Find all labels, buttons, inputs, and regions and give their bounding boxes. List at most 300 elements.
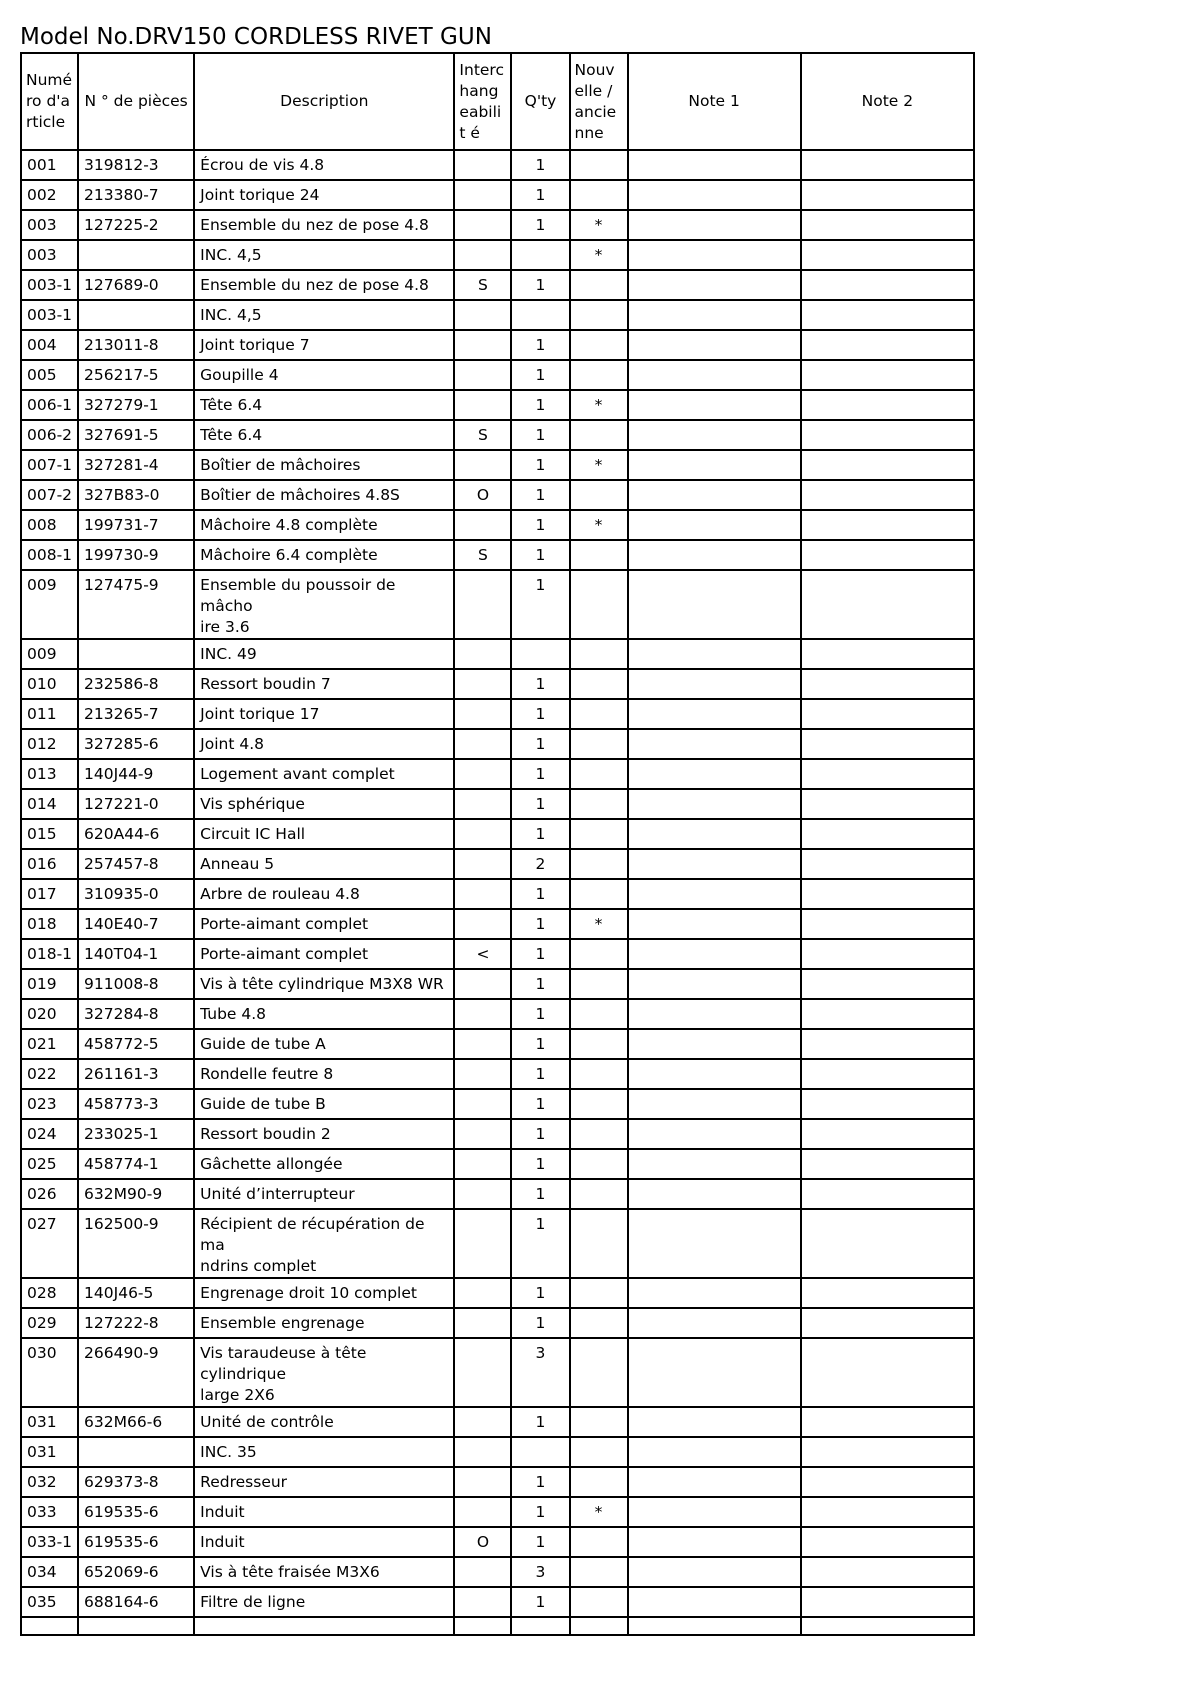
cell-note-1 (628, 1308, 801, 1338)
parts-table-container (20, 52, 975, 1683)
cell-note-1 (628, 1407, 801, 1437)
cell-item-no: 014 (21, 789, 78, 819)
cell-new-old (570, 849, 628, 879)
cell-part-no (78, 1437, 194, 1467)
cell-interchangeability (454, 1437, 511, 1467)
table-row (21, 1497, 974, 1527)
header-qty: Q'ty (511, 53, 569, 150)
cell-part-no: 140J44-9 (78, 759, 194, 789)
table-row (21, 1029, 974, 1059)
cell-interchangeability (454, 1308, 511, 1338)
cell-interchangeability (454, 180, 511, 210)
cell-note-1 (628, 1527, 801, 1557)
cell-note-1 (628, 1467, 801, 1497)
cell-interchangeability (454, 849, 511, 879)
table-row (21, 300, 974, 330)
cell-note-1 (628, 759, 801, 789)
empty-cell (628, 1617, 801, 1635)
cell-new-old (570, 540, 628, 570)
cell-part-no: 327285-6 (78, 729, 194, 759)
cell-note-1 (628, 1119, 801, 1149)
cell-qty: 1 (511, 879, 569, 909)
cell-interchangeability (454, 330, 511, 360)
cell-qty: 1 (511, 999, 569, 1029)
cell-item-no: 013 (21, 759, 78, 789)
cell-note-2 (801, 270, 974, 300)
cell-part-no: 140E40-7 (78, 909, 194, 939)
cell-new-old (570, 699, 628, 729)
cell-part-no: 327691-5 (78, 420, 194, 450)
cell-interchangeability (454, 150, 511, 180)
cell-part-no (78, 300, 194, 330)
cell-note-1 (628, 1089, 801, 1119)
cell-note-2 (801, 1587, 974, 1617)
empty-cell (21, 1617, 78, 1635)
cell-note-1 (628, 570, 801, 639)
cell-note-2 (801, 909, 974, 939)
empty-cell (570, 1617, 628, 1635)
cell-description: Vis à tête cylindrique M3X8 WR (194, 969, 454, 999)
cell-part-no: 619535-6 (78, 1497, 194, 1527)
table-row (21, 420, 974, 450)
cell-note-1 (628, 270, 801, 300)
cell-interchangeability (454, 210, 511, 240)
cell-description: Vis taraudeuse à tête cylindrique large 2X6 (194, 1338, 454, 1407)
cell-item-no: 003-1 (21, 270, 78, 300)
cell-description: Rondelle feutre 8 (194, 1059, 454, 1089)
cell-new-old (570, 639, 628, 669)
cell-qty: 1 (511, 1527, 569, 1557)
cell-note-2 (801, 300, 974, 330)
cell-new-old (570, 1179, 628, 1209)
cell-note-1 (628, 1059, 801, 1089)
cell-qty: 1 (511, 1209, 569, 1278)
cell-note-2 (801, 669, 974, 699)
cell-description: Logement avant complet (194, 759, 454, 789)
cell-note-1 (628, 1338, 801, 1407)
cell-item-no: 027 (21, 1209, 78, 1278)
cell-note-2 (801, 789, 974, 819)
cell-qty (511, 300, 569, 330)
table-row (21, 1467, 974, 1497)
cell-part-no: 652069-6 (78, 1557, 194, 1587)
cell-item-no: 003-1 (21, 300, 78, 330)
cell-part-no: 619535-6 (78, 1527, 194, 1557)
cell-description: Unité de contrôle (194, 1407, 454, 1437)
cell-interchangeability: O (454, 480, 511, 510)
cell-interchangeability (454, 450, 511, 480)
cell-interchangeability (454, 510, 511, 540)
cell-part-no: 911008-8 (78, 969, 194, 999)
cell-qty: 3 (511, 1338, 569, 1407)
cell-item-no: 031 (21, 1407, 78, 1437)
cell-note-2 (801, 1119, 974, 1149)
cell-qty: 1 (511, 360, 569, 390)
cell-note-2 (801, 240, 974, 270)
cell-note-1 (628, 1557, 801, 1587)
cell-note-2 (801, 759, 974, 789)
cell-item-no: 009 (21, 639, 78, 669)
cell-note-1 (628, 360, 801, 390)
cell-new-old (570, 360, 628, 390)
cell-description: INC. 49 (194, 639, 454, 669)
cell-note-1 (628, 390, 801, 420)
cell-note-1 (628, 969, 801, 999)
cell-item-no: 006-2 (21, 420, 78, 450)
table-row (21, 639, 974, 669)
cell-note-2 (801, 450, 974, 480)
cell-new-old: * (570, 1497, 628, 1527)
cell-note-2 (801, 1209, 974, 1278)
cell-description: Porte-aimant complet (194, 939, 454, 969)
header-description: Description (194, 53, 454, 150)
cell-description: Vis à tête fraisée M3X6 (194, 1557, 454, 1587)
cell-interchangeability (454, 639, 511, 669)
cell-qty: 1 (511, 390, 569, 420)
cell-description: Ressort boudin 2 (194, 1119, 454, 1149)
cell-qty: 1 (511, 480, 569, 510)
table-row (21, 729, 974, 759)
cell-part-no (78, 240, 194, 270)
cell-item-no: 001 (21, 150, 78, 180)
cell-interchangeability (454, 1209, 511, 1278)
cell-item-no: 002 (21, 180, 78, 210)
cell-note-2 (801, 1308, 974, 1338)
cell-description: Induit (194, 1497, 454, 1527)
cell-note-2 (801, 1497, 974, 1527)
table-row (21, 180, 974, 210)
cell-qty: 1 (511, 150, 569, 180)
cell-note-2 (801, 210, 974, 240)
cell-part-no: 632M66-6 (78, 1407, 194, 1437)
cell-description: Boîtier de mâchoires 4.8S (194, 480, 454, 510)
cell-item-no: 030 (21, 1338, 78, 1407)
cell-description: Joint torique 7 (194, 330, 454, 360)
table-row (21, 1437, 974, 1467)
empty-cell (801, 1617, 974, 1635)
cell-part-no: 232586-8 (78, 669, 194, 699)
cell-new-old (570, 669, 628, 699)
cell-description: Guide de tube A (194, 1029, 454, 1059)
table-row (21, 999, 974, 1029)
cell-new-old (570, 1149, 628, 1179)
header-note-2: Note 2 (801, 53, 974, 150)
cell-part-no: 458773-3 (78, 1089, 194, 1119)
cell-note-1 (628, 1437, 801, 1467)
cell-note-1 (628, 180, 801, 210)
cell-item-no: 005 (21, 360, 78, 390)
cell-item-no: 018-1 (21, 939, 78, 969)
cell-item-no: 012 (21, 729, 78, 759)
cell-item-no: 009 (21, 570, 78, 639)
table-row (21, 390, 974, 420)
cell-interchangeability (454, 1059, 511, 1089)
table-row (21, 360, 974, 390)
cell-item-no: 008 (21, 510, 78, 540)
cell-description: Boîtier de mâchoires (194, 450, 454, 480)
cell-interchangeability (454, 240, 511, 270)
table-row (21, 789, 974, 819)
cell-note-1 (628, 729, 801, 759)
table-row (21, 510, 974, 540)
cell-description: Ensemble du nez de pose 4.8 (194, 270, 454, 300)
cell-note-2 (801, 390, 974, 420)
cell-qty: 1 (511, 669, 569, 699)
cell-new-old (570, 1338, 628, 1407)
cell-interchangeability (454, 390, 511, 420)
cell-note-1 (628, 1278, 801, 1308)
cell-interchangeability (454, 570, 511, 639)
cell-description: Ensemble du poussoir de mâcho ire 3.6 (194, 570, 454, 639)
cell-new-old (570, 1587, 628, 1617)
cell-description: Tête 6.4 (194, 420, 454, 450)
cell-interchangeability (454, 1338, 511, 1407)
cell-note-1 (628, 1149, 801, 1179)
cell-part-no: 319812-3 (78, 150, 194, 180)
cell-part-no: 688164-6 (78, 1587, 194, 1617)
cell-note-2 (801, 1437, 974, 1467)
cell-interchangeability (454, 909, 511, 939)
cell-note-2 (801, 1179, 974, 1209)
cell-interchangeability (454, 669, 511, 699)
cell-item-no: 004 (21, 330, 78, 360)
cell-new-old (570, 180, 628, 210)
cell-item-no: 007-1 (21, 450, 78, 480)
cell-note-2 (801, 510, 974, 540)
cell-description: Mâchoire 6.4 complète (194, 540, 454, 570)
cell-qty: 1 (511, 1497, 569, 1527)
cell-item-no: 018 (21, 909, 78, 939)
cell-description: Goupille 4 (194, 360, 454, 390)
cell-note-1 (628, 150, 801, 180)
cell-description: Mâchoire 4.8 complète (194, 510, 454, 540)
cell-qty (511, 639, 569, 669)
cell-note-2 (801, 330, 974, 360)
cell-interchangeability: S (454, 540, 511, 570)
cell-interchangeability (454, 1467, 511, 1497)
cell-description: Anneau 5 (194, 849, 454, 879)
cell-new-old (570, 1467, 628, 1497)
cell-description: Induit (194, 1527, 454, 1557)
cell-description: Joint torique 24 (194, 180, 454, 210)
cell-description: Engrenage droit 10 complet (194, 1278, 454, 1308)
cell-part-no: 199731-7 (78, 510, 194, 540)
cell-part-no: 632M90-9 (78, 1179, 194, 1209)
cell-part-no (78, 639, 194, 669)
cell-item-no: 007-2 (21, 480, 78, 510)
cell-item-no: 028 (21, 1278, 78, 1308)
cell-description: Guide de tube B (194, 1089, 454, 1119)
cell-new-old (570, 1029, 628, 1059)
cell-description: Ensemble engrenage (194, 1308, 454, 1338)
cell-interchangeability (454, 1149, 511, 1179)
cell-item-no: 008-1 (21, 540, 78, 570)
table-row (21, 1179, 974, 1209)
cell-new-old (570, 570, 628, 639)
table-row (21, 759, 974, 789)
cell-part-no: 213265-7 (78, 699, 194, 729)
cell-note-2 (801, 1278, 974, 1308)
cell-note-2 (801, 939, 974, 969)
table-row (21, 1149, 974, 1179)
cell-qty: 1 (511, 1029, 569, 1059)
cell-qty: 1 (511, 1089, 569, 1119)
cell-part-no: 127689-0 (78, 270, 194, 300)
cell-qty: 1 (511, 420, 569, 450)
cell-interchangeability (454, 1407, 511, 1437)
cell-item-no: 029 (21, 1308, 78, 1338)
table-header-row (21, 53, 974, 150)
cell-new-old (570, 819, 628, 849)
cell-note-2 (801, 1527, 974, 1557)
cell-item-no: 034 (21, 1557, 78, 1587)
cell-item-no: 016 (21, 849, 78, 879)
empty-cell (194, 1617, 454, 1635)
cell-note-1 (628, 849, 801, 879)
cell-description: Filtre de ligne (194, 1587, 454, 1617)
cell-note-2 (801, 1059, 974, 1089)
cell-new-old (570, 729, 628, 759)
cell-new-old (570, 1308, 628, 1338)
cell-new-old (570, 789, 628, 819)
cell-interchangeability (454, 1587, 511, 1617)
cell-item-no: 003 (21, 210, 78, 240)
cell-new-old: * (570, 390, 628, 420)
header-new-old: Nouv elle / ancie nne (570, 53, 628, 150)
cell-new-old (570, 330, 628, 360)
cell-new-old (570, 1119, 628, 1149)
cell-note-2 (801, 1029, 974, 1059)
cell-note-2 (801, 699, 974, 729)
cell-new-old (570, 1437, 628, 1467)
cell-item-no: 021 (21, 1029, 78, 1059)
cell-qty: 1 (511, 450, 569, 480)
table-row (21, 1119, 974, 1149)
cell-interchangeability (454, 729, 511, 759)
cell-qty: 1 (511, 330, 569, 360)
table-row (21, 669, 974, 699)
cell-part-no: 327281-4 (78, 450, 194, 480)
cell-item-no: 025 (21, 1149, 78, 1179)
table-row (21, 1278, 974, 1308)
table-row (21, 480, 974, 510)
cell-description: Récipient de récupération de ma ndrins complet (194, 1209, 454, 1278)
cell-interchangeability (454, 1278, 511, 1308)
cell-part-no: 233025-1 (78, 1119, 194, 1149)
cell-description: Porte-aimant complet (194, 909, 454, 939)
cell-part-no: 127475-9 (78, 570, 194, 639)
cell-item-no: 010 (21, 669, 78, 699)
cell-interchangeability: S (454, 270, 511, 300)
cell-item-no: 019 (21, 969, 78, 999)
header-interchangeability: Interc hang eabilit é (454, 53, 511, 150)
cell-note-2 (801, 420, 974, 450)
cell-new-old (570, 999, 628, 1029)
cell-interchangeability: S (454, 420, 511, 450)
cell-item-no: 006-1 (21, 390, 78, 420)
cell-interchangeability (454, 879, 511, 909)
cell-description: Gâchette allongée (194, 1149, 454, 1179)
cell-qty: 3 (511, 1557, 569, 1587)
cell-new-old (570, 150, 628, 180)
cell-new-old (570, 1527, 628, 1557)
cell-part-no: 310935-0 (78, 879, 194, 909)
cell-part-no: 140J46-5 (78, 1278, 194, 1308)
cell-qty: 1 (511, 969, 569, 999)
cell-new-old (570, 759, 628, 789)
table-row (21, 1527, 974, 1557)
cell-description: Ensemble du nez de pose 4.8 (194, 210, 454, 240)
cell-new-old (570, 1407, 628, 1437)
cell-description: INC. 4,5 (194, 240, 454, 270)
table-row (21, 540, 974, 570)
cell-item-no: 017 (21, 879, 78, 909)
cell-new-old: * (570, 240, 628, 270)
cell-qty: 1 (511, 819, 569, 849)
cell-new-old (570, 1209, 628, 1278)
cell-description: Écrou de vis 4.8 (194, 150, 454, 180)
cell-note-2 (801, 1149, 974, 1179)
cell-new-old (570, 420, 628, 450)
cell-item-no: 024 (21, 1119, 78, 1149)
cell-interchangeability (454, 1179, 511, 1209)
table-row (21, 969, 974, 999)
cell-note-1 (628, 819, 801, 849)
cell-note-1 (628, 1587, 801, 1617)
table-row (21, 1338, 974, 1407)
cell-qty: 1 (511, 1179, 569, 1209)
cell-description: Arbre de rouleau 4.8 (194, 879, 454, 909)
cell-note-1 (628, 240, 801, 270)
cell-part-no: 261161-3 (78, 1059, 194, 1089)
cell-description: Circuit IC Hall (194, 819, 454, 849)
cell-interchangeability (454, 1497, 511, 1527)
cell-note-1 (628, 999, 801, 1029)
table-row (21, 150, 974, 180)
cell-note-1 (628, 1497, 801, 1527)
table-row (21, 1209, 974, 1278)
cell-part-no: 127222-8 (78, 1308, 194, 1338)
cell-note-2 (801, 849, 974, 879)
cell-qty: 2 (511, 849, 569, 879)
cell-part-no: 327279-1 (78, 390, 194, 420)
cell-qty: 1 (511, 270, 569, 300)
cell-note-2 (801, 1089, 974, 1119)
cell-new-old: * (570, 210, 628, 240)
cell-interchangeability (454, 1089, 511, 1119)
table-row (21, 1557, 974, 1587)
cell-interchangeability (454, 1557, 511, 1587)
cell-note-1 (628, 1179, 801, 1209)
cell-note-2 (801, 180, 974, 210)
parts-table (20, 52, 975, 1636)
table-row-cutoff (21, 1617, 974, 1635)
cell-new-old: * (570, 510, 628, 540)
cell-new-old (570, 969, 628, 999)
cell-new-old (570, 480, 628, 510)
cell-item-no: 035 (21, 1587, 78, 1617)
cell-interchangeability (454, 759, 511, 789)
cell-note-2 (801, 879, 974, 909)
table-row (21, 570, 974, 639)
cell-qty: 1 (511, 1467, 569, 1497)
cell-description: Joint torique 17 (194, 699, 454, 729)
cell-item-no: 003 (21, 240, 78, 270)
cell-qty: 1 (511, 1278, 569, 1308)
cell-note-2 (801, 639, 974, 669)
cell-part-no: 127221-0 (78, 789, 194, 819)
table-row (21, 210, 974, 240)
